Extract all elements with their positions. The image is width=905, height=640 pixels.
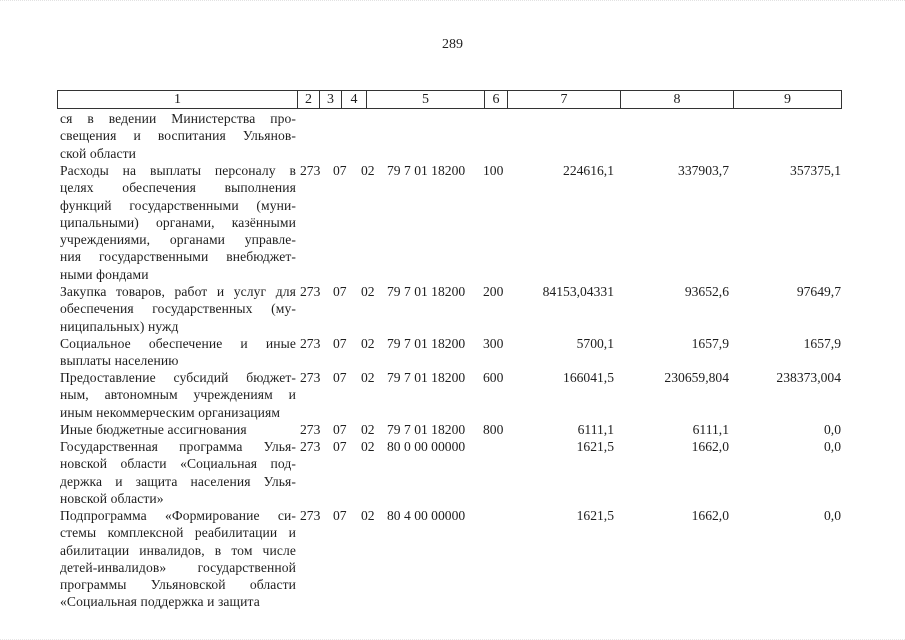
header-col-9: 9 <box>784 92 791 107</box>
description-line: ниципальных) нужд <box>60 318 179 334</box>
cell-c5: 79 7 01 18200 <box>387 370 466 385</box>
description-line: выплаты населению <box>60 353 179 369</box>
cell-c9: 1657,9 <box>803 336 841 351</box>
row-description <box>60 283 296 335</box>
cell-c4: 02 <box>361 370 375 385</box>
cell-c8: 6111,1 <box>692 422 729 437</box>
cell-c6: 800 <box>483 422 504 437</box>
description-line: держка и защита населения Улья- <box>60 473 296 489</box>
cell-c2: 273 <box>300 439 321 454</box>
row-description <box>60 369 296 421</box>
cell-c3: 07 <box>333 163 347 178</box>
cell-c3: 07 <box>333 370 347 385</box>
cell-c7: 166041,5 <box>563 370 614 385</box>
cell-c5: 80 4 00 00000 <box>387 508 466 523</box>
row-description <box>60 421 296 438</box>
description-line: ципальными) органами, казёнными <box>60 214 296 230</box>
description-line: Социальное обеспечение и иные <box>60 336 296 351</box>
row-description <box>60 110 296 162</box>
cell-c9: 238373,004 <box>776 370 841 385</box>
cell-c8: 93652,6 <box>684 284 729 299</box>
cell-c9: 357375,1 <box>790 163 841 178</box>
description-line: программы Ульяновской области <box>60 577 296 593</box>
description-line: ся в ведении Министерства про- <box>60 111 296 126</box>
cell-c4: 02 <box>361 284 375 299</box>
cell-c5: 79 7 01 18200 <box>387 163 466 178</box>
description-line: иным некоммерческим организациям <box>60 404 281 420</box>
cell-c2: 273 <box>300 370 321 385</box>
header-col-4: 4 <box>342 91 367 108</box>
description-line: «Социальная поддержка и защита <box>60 594 260 610</box>
cell-c2: 273 <box>300 284 321 299</box>
cell-c4: 02 <box>361 422 375 437</box>
cell-c8: 337903,7 <box>678 163 729 178</box>
cell-c9: 0,0 <box>824 439 841 454</box>
header-col-1: 1 <box>58 91 298 108</box>
description-line: ния государственными внебюджет- <box>60 249 296 265</box>
cell-c3: 07 <box>333 508 347 523</box>
cell-c4: 02 <box>361 163 375 178</box>
description-line: стемы комплексной реабилитации и <box>60 525 296 541</box>
description-line: ской области <box>60 145 137 161</box>
cell-c8: 1662,0 <box>691 439 729 454</box>
cell-c7: 6111,1 <box>577 422 614 437</box>
description-line: Подпрограмма «Формирование си- <box>60 508 296 523</box>
cell-c8: 230659,804 <box>664 370 729 385</box>
cell-c3: 07 <box>333 422 347 437</box>
header-col-2: 2 <box>298 91 320 108</box>
cell-c7: 84153,04331 <box>542 284 614 299</box>
cell-c4: 02 <box>361 336 375 351</box>
description-line: детей-инвалидов» государственной <box>60 559 296 575</box>
cell-c8: 1657,9 <box>691 336 729 351</box>
cell-c5: 79 7 01 18200 <box>387 284 466 299</box>
cell-c4: 02 <box>361 439 375 454</box>
cell-c5: 79 7 01 18200 <box>387 422 466 437</box>
cell-c9: 0,0 <box>824 508 841 523</box>
row-description <box>60 507 296 611</box>
header-col-6: 6 <box>485 91 508 108</box>
description-line: ным, автономным учреждениям и <box>60 387 296 403</box>
cell-c2: 273 <box>300 336 321 351</box>
scan-edge-top <box>0 0 905 12</box>
header-col-3: 3 <box>320 91 342 108</box>
description-line: ными фондами <box>60 266 149 282</box>
cell-c4: 02 <box>361 508 375 523</box>
description-line: Иные бюджетные ассигнования <box>60 422 247 437</box>
description-line: новской области «Социальная под- <box>60 456 296 472</box>
row-description <box>60 162 296 283</box>
cell-c8: 1662,0 <box>691 508 729 523</box>
description-line: Закупка товаров, работ и услуг для <box>60 284 296 299</box>
cell-c6: 600 <box>483 370 504 385</box>
description-line: учреждениями, органами управле- <box>60 232 296 248</box>
cell-c7: 1621,5 <box>576 439 614 454</box>
page-number: 289 <box>442 37 463 52</box>
table-header <box>57 90 842 109</box>
description-line: Расходы на выплаты персоналу в <box>60 163 296 178</box>
description-line: Предоставление субсидий бюджет- <box>60 370 296 385</box>
cell-c7: 224616,1 <box>563 163 614 178</box>
header-col-8: 8 <box>621 91 734 108</box>
cell-c3: 07 <box>333 336 347 351</box>
header-col-5: 5 <box>367 91 485 108</box>
description-line: абилитации инвалидов, в том числе <box>60 542 296 558</box>
cell-c2: 273 <box>300 163 321 178</box>
cell-c3: 07 <box>333 439 347 454</box>
cell-c6: 300 <box>483 336 504 351</box>
description-line: новской области» <box>60 490 164 506</box>
description-line: обеспечения государственных (му- <box>60 301 296 317</box>
description-line: Государственная программа Улья- <box>60 439 296 454</box>
cell-c2: 273 <box>300 422 321 437</box>
cell-c7: 1621,5 <box>576 508 614 523</box>
cell-c7: 5700,1 <box>576 336 614 351</box>
cell-c9: 97649,7 <box>796 284 841 299</box>
description-line: свещения и воспитания Ульянов- <box>60 128 296 144</box>
cell-c9: 0,0 <box>824 422 841 437</box>
description-line: функций государственными (муни- <box>60 197 296 213</box>
cell-c3: 07 <box>333 284 347 299</box>
header-col-7: 7 <box>508 91 621 108</box>
cell-c5: 80 0 00 00000 <box>387 439 466 454</box>
cell-c6: 100 <box>483 163 504 178</box>
description-line: целях обеспечения выполнения <box>60 180 296 196</box>
cell-c2: 273 <box>300 508 321 523</box>
row-description <box>60 335 296 370</box>
cell-c6: 200 <box>483 284 504 299</box>
row-description <box>60 438 296 507</box>
scan-edge-bottom <box>0 630 905 640</box>
cell-c5: 79 7 01 18200 <box>387 336 466 351</box>
